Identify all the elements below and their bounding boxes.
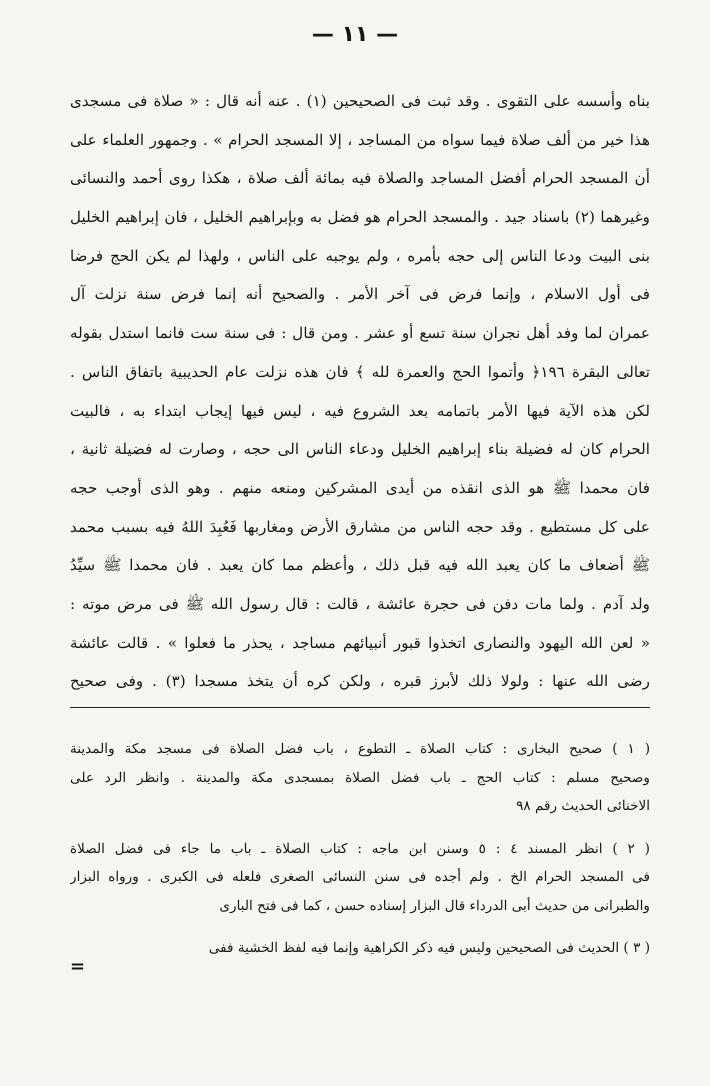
text-line: فان محمدا ﷺ هو الذى انقذه من أيدى المشركين ومنعه منهم . وهو الذى أوجب حجه bbox=[70, 478, 650, 497]
footnote-line: ( ٢ ) انظر المسند ٤ : ٥ وسنن ابن ماجه : كتاب الصلاة ـ باب ما جاء فى فضل الصلاة bbox=[70, 840, 650, 857]
footnotes bbox=[70, 735, 650, 977]
text-line: تعالى البقرة ١٩٦﴿ وأتموا الحج والعمرة لله ﴾ فان هذه نزلت عام الحديبية باتفاق الناس . bbox=[70, 362, 650, 381]
footnote-line: فى المسجد الحرام الخ . ولم أجده فى سنن النسائى الصغرى فلعله فى الكبرى . ورواه البزار bbox=[70, 869, 650, 885]
main-text bbox=[70, 82, 650, 701]
text-line: وغيرهما (٢) باسناد جيد . والمسجد الحرام هو فضل به وبإبراهيم الخليل ، فان إبراهيم الخليل bbox=[70, 208, 650, 227]
footnote-divider bbox=[70, 707, 650, 708]
text-line: الحرام كان له فضيلة بناء إبراهيم الخليل ودعاء الناس الى حجه ، وصارت له فضيلة ثانية ، bbox=[70, 440, 650, 459]
text-line: ولد آدم . ولما مات دفن فى حجرة عائشة ، قالت : قال رسول الله ﷺ فى مرض موته : bbox=[70, 594, 650, 613]
text-line: على كل مستطيع . وقد حجه الناس من مشارق الأرض ومغاربها فَعُبِدَ اللهُ فيه بسبب محمد bbox=[70, 517, 650, 536]
footnote-line: ( ١ ) صحيح البخارى : كتاب الصلاة ـ التطوع ، باب فضل الصلاة فى مسجد مكة والمدينة bbox=[70, 741, 650, 757]
text-line: ﷺ أضعاف ما كان يعبد الله فيه قبل ذلك ، وأعظم مما كان يعبد . فان محمدا ﷺ سيِّدُ bbox=[70, 556, 650, 575]
footnote-line: والطبرانى من حديث أبى الدرداء قال البزار إسناده حسن ، كما فى فتح البارى bbox=[219, 897, 650, 914]
footnote-line: ( ٣ ) الحديث فى الصحيحين وليس فيه ذكر الكراهية وإنما فيه لفظ الخشية ففى bbox=[208, 940, 650, 956]
text-line: رضى الله عنها : ولولا ذلك لأبرز قبره ، ولكن كره أن يتخذ مسجدا (٣) . وفى صحيح bbox=[70, 672, 650, 691]
text-line: « لعن الله اليهود والنصارى اتخذوا قبور أنبيائهم مساجد ، يحذر ما فعلوا » . قالت عائشة bbox=[70, 633, 650, 652]
continuation-mark: = bbox=[70, 956, 86, 977]
page-number: — ١١ — bbox=[311, 22, 399, 47]
footnote-2 bbox=[70, 835, 650, 921]
footnote-1 bbox=[70, 735, 650, 821]
text-line: بنى البيت ودعا الناس إلى حجه بأمره ، ولم يوجبه على الناس ، ولهذا لم يكن الحج فرضا bbox=[70, 246, 650, 265]
text-line: عمران لما وفد أهل نجران سنة تسع أو عشر . ومن قال : فى سنة ست فانما استدل بقوله bbox=[70, 324, 650, 343]
text-line: فى أول الاسلام ، وإنما فرض فى آخر الأمر . والصحيح أنه إنما فرض سنة نزلت آل bbox=[70, 285, 650, 304]
footnote-line: الاخنائى الحديث رقم ٩٨ bbox=[516, 798, 650, 814]
text-line: بناه وأسسه على التقوى . وقد ثبت فى الصحيحين (١) . عنه أنه قال : « صلاة فى مسجدى bbox=[70, 92, 650, 110]
footnote-3 bbox=[70, 934, 650, 963]
text-line: لكن هذه الآية فيها الأمر باتمامه بعد الشروع فيه ، ليس فيها إيجاب ابتداء به ، فالبيت bbox=[70, 401, 650, 420]
text-line: أن المسجد الحرام أفضل المساجد والصلاة فيه بمائة ألف صلاة ، هكذا روى أحمد والنسائى bbox=[70, 169, 650, 188]
text-line: هذا خير من ألف صلاة فيما سواه من المساجد ، إلا المسجد الحرام » . وجمهور العلماء على bbox=[70, 130, 650, 149]
footnote-line: وصحيح مسلم : كتاب الحج ـ باب فضل الصلاة بمسجدى مكة والمدينة . وانظر الرد على bbox=[70, 769, 650, 786]
